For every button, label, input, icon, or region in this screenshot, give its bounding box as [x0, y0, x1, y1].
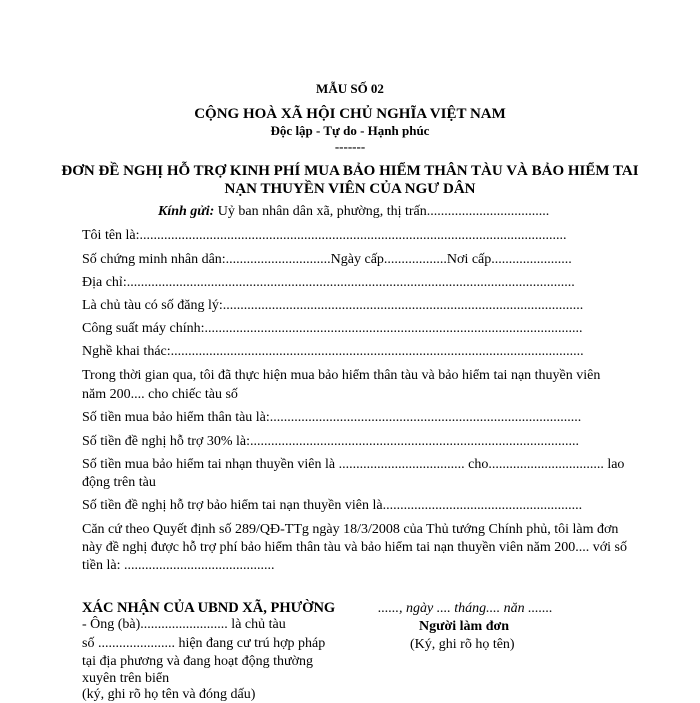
statement-line-1: Trong thời gian qua, tôi đã thực hiện mua bảo hiểm thân tàu và bảo hiểm tai nạn thuyền viên [82, 368, 601, 383]
support-30-percent-amount: Số tiền đề nghị hỗ trợ 30% là:.............................................................................................. [82, 434, 579, 449]
field-fishing-method: Nghề khai thác:...................................................................................................................... [82, 344, 584, 359]
field-id-card: Số chứng minh nhân dân:..............................Ngày cấp..................Nơi cấp....................... [82, 252, 572, 267]
basis-line-3: tiền là: ........................................... [82, 558, 275, 573]
applicant-label: Người làm đơn [419, 619, 510, 634]
basis-line-2: này đề nghị được hỗ trợ phí bảo hiểm thân tàu và bảo hiểm tai nạn thuyền viên năm 200.... với số [82, 540, 627, 555]
certification-line-5: (ký, ghi rõ họ tên và đóng dấu) [82, 687, 256, 702]
certification-line-1: - Ông (bà)......................... là chủ tàu [82, 617, 286, 632]
crew-insurance-line-1: Số tiền mua bảo hiểm tai nhạn thuyền viên là .................................... cho................................. lao [82, 457, 625, 472]
applicant-signature-note: (Ký, ghi rõ họ tên) [410, 637, 515, 652]
form-number: MẪU SỐ 02 [316, 81, 384, 96]
field-name: Tôi tên là:.......................................................................................................................... [82, 228, 567, 243]
recipient-line [158, 204, 549, 220]
certification-heading: XÁC NHẬN CỦA UBND XÃ, PHƯỜNG [82, 600, 336, 616]
certification-line-4: xuyên trên biển [82, 671, 170, 686]
field-vessel-registration: Là chủ tàu có số đăng lý:....................................................................................................... [82, 298, 584, 313]
document-title-line-2: NẠN THUYỀN VIÊN CỦA NGƯ DÂN [224, 181, 476, 197]
crew-support-amount: Số tiền đề nghị hỗ trợ bảo hiểm tai nạn thuyền viên là......................................................... [82, 498, 583, 513]
header-separator: ------- [334, 139, 366, 154]
certification-line-2: số ...................... hiện đang cư trú hợp pháp [82, 636, 326, 651]
document-title-line-1: ĐƠN ĐỀ NGHỊ HỖ TRỢ KINH PHÍ MUA BẢO HIỂM THÂN TÀU VÀ BẢO HIỂM TAI [61, 163, 639, 179]
statement-line-2: năm 200.... cho chiếc tàu số [82, 387, 238, 402]
certification-line-3: tại địa phương và đang hoạt động thường [82, 654, 313, 669]
field-address: Địa chỉ:................................................................................................................................ [82, 275, 575, 290]
recipient-text: Uỷ ban nhân dân xã, phường, thị trấn................................... [214, 204, 550, 219]
basis-line-1: Căn cứ theo Quyết định số 289/QĐ-TTg ngày 18/3/2008 của Thủ tướng Chính phủ, tôi làm đơn [82, 522, 619, 537]
crew-insurance-line-2: động trên tàu [82, 475, 156, 490]
applicant-date: ......, ngày .... tháng.... năn ....... [378, 601, 553, 616]
country-name: CỘNG HOÀ XÃ HỘI CHỦ NGHĨA VIỆT NAM [194, 106, 506, 122]
recipient-label: Kính gửi: [158, 204, 215, 219]
hull-insurance-amount: Số tiền mua bảo hiểm thân tàu là:......................................................................................... [82, 410, 582, 425]
national-motto: Độc lập - Tự do - Hạnh phúc [270, 123, 430, 138]
field-engine-power: Công suất máy chính:............................................................................................................ [82, 321, 583, 336]
